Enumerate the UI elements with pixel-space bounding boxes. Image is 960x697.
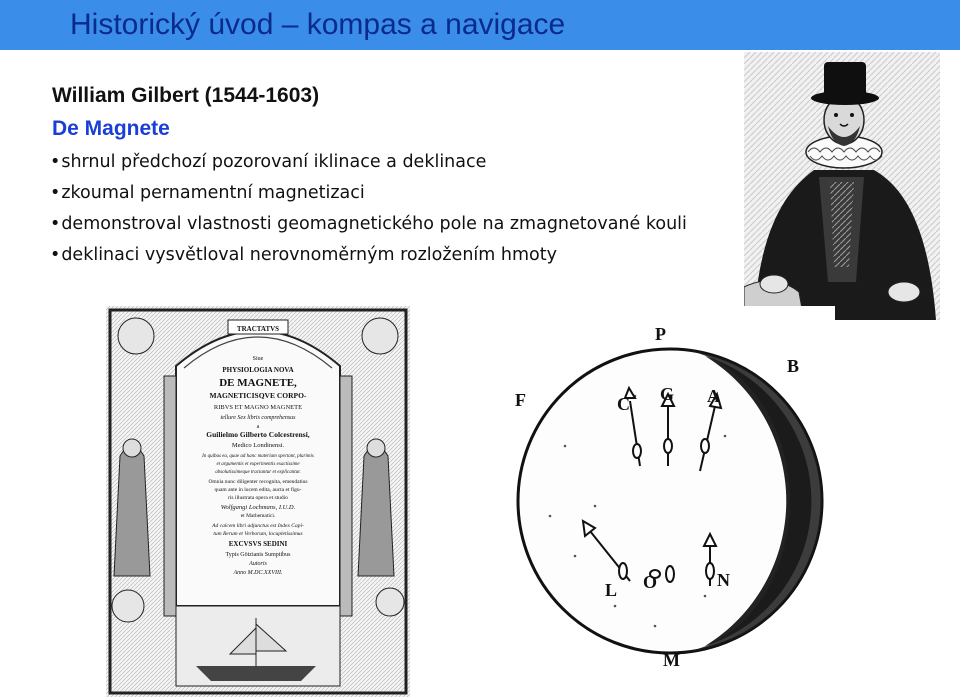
frontis-line: PHYSIOLOGIA NOVA xyxy=(222,366,294,374)
terrella-letter: O xyxy=(643,572,658,592)
frontis-line: TRACTATVS xyxy=(236,325,280,333)
terrella-letter: M xyxy=(663,650,680,670)
terrella-letter: P xyxy=(655,324,666,344)
bullet-item: • demonstroval vlastnosti geomagnetického pole na zmagnetované kouli xyxy=(50,212,687,243)
frontis-line: Autoris xyxy=(249,561,267,567)
frontis-line: Anno M.DC.XXVIII. xyxy=(233,570,283,576)
terrella-letter: N xyxy=(717,570,730,590)
terrella-letter: F xyxy=(515,390,526,410)
bullet-item: • shrnul předchozí pozorovaní iklinace a deklinace xyxy=(50,150,687,181)
person-heading: William Gilbert (1544-1603) xyxy=(52,84,320,107)
frontis-line: Omnia nunc diligenter recognita, emendatius xyxy=(208,479,308,485)
book-title: De Magnete xyxy=(52,117,170,140)
frontis-line: DE MAGNETE, xyxy=(219,377,297,389)
frontis-line: a xyxy=(256,424,260,430)
frontis-line: Siue xyxy=(252,356,264,362)
bullet-list xyxy=(50,150,687,274)
frontis-line: Medico Londinensi. xyxy=(231,442,285,449)
frontis-line: absolutissimeque tractantur et explicantur. xyxy=(215,470,301,475)
frontis-line: Guilielmo Gilberto Colcestrensi, xyxy=(206,430,310,439)
frontis-line: tellure Sex libris comprehensus xyxy=(220,415,296,421)
frontis-line: In quibus ea, quae ad hanc materiam spectant, plurimis xyxy=(202,454,314,459)
frontis-line: ris illustrata opera et studio xyxy=(228,495,288,501)
terrella-letter: G xyxy=(660,384,675,404)
frontis-line: et argumentis et experimentis exactissime xyxy=(216,462,300,467)
terrella-letter: C xyxy=(617,394,630,414)
terrella-illustration-image xyxy=(505,306,835,697)
frontis-line: tum Rerum et Verborum, locupletissimus xyxy=(213,531,303,537)
slide-title: Historický úvod – kompas a navigace xyxy=(70,8,566,41)
frontis-line: RIBVS ET MAGNO MAGNETE xyxy=(213,404,303,411)
bullet-item: • deklinaci vysvětloval nerovnoměrným rozložením hmoty xyxy=(50,243,687,274)
terrella-letter: B xyxy=(787,356,800,376)
frontis-line: EXCVSVS SEDINI xyxy=(228,540,288,548)
frontis-line: Ad calcem libri adjunctus est Index Capi- xyxy=(212,523,304,529)
frontis-line: Typis Götzianis Sumptibus xyxy=(225,552,291,558)
de-magnete-frontispiece-image xyxy=(106,306,410,697)
frontis-line: et Mathematici. xyxy=(240,513,276,519)
frontis-line: Wolfgangi Lochmans, I.U.D. xyxy=(220,504,296,511)
title-bar xyxy=(0,0,960,50)
bullet-item: • zkoumal pernamentní magnetizaci xyxy=(50,181,687,212)
frontis-line: quam ante in lucem edita, aucta et figu- xyxy=(214,487,302,493)
frontis-line: MAGNETICISQVE CORPO- xyxy=(209,391,307,400)
gilbert-portrait-image xyxy=(744,52,940,320)
terrella-letter: L xyxy=(605,580,618,600)
terrella-letter: A xyxy=(707,386,720,406)
